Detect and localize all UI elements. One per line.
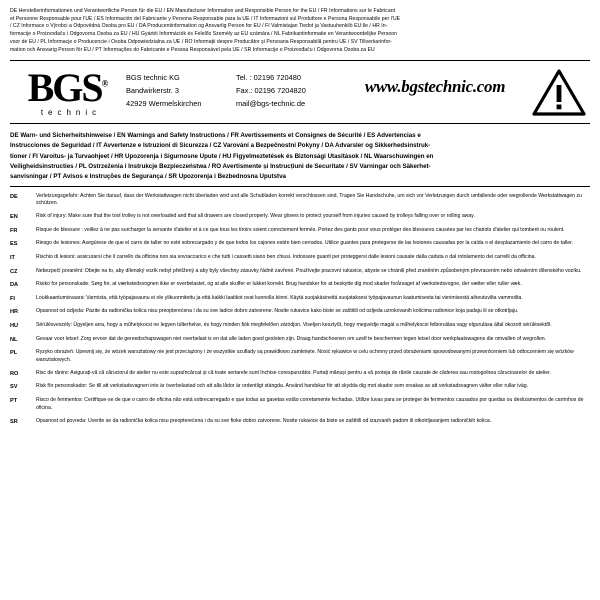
language-code: NL xyxy=(10,336,18,343)
bgs-logo-subtitle: technic xyxy=(40,108,102,118)
instruction-row xyxy=(10,397,590,412)
instruction-text: Nebezpečí poranění: Dbejte na to, aby dílenský vozík nebyl přetížený a aby byly všechny zásuvky řádně zavřené. Používejte pracovní rukavice, abyste se chránili před zraněním způsobeným převracením nebo odvalením dílenského vozíku. xyxy=(36,267,582,274)
instruction-row xyxy=(10,308,590,316)
header-line: formacije o Proizvođaču i Odgovorna Osoba za EU / HU Gyártói Információk és Felelős Személy az EU számára / NL Fabrikantinformatie en Verantwoordelijke Persoon xyxy=(10,31,398,38)
company-address xyxy=(126,67,236,110)
language-code: DE xyxy=(10,193,18,200)
warning-triangle-container xyxy=(528,67,590,116)
registered-trademark-icon: ® xyxy=(101,79,109,90)
instruction-text: Opasnost od ozljeda: Pazite da radionička kolica nisu preopterećena i da su sve ladice dobro zatvorene. Nosite rukavice kako biste se zaštitili od ozljeda uzrokovanih kolicima radionice koja padaju ili se otkotrljaju. xyxy=(36,308,519,315)
instruction-row xyxy=(10,213,590,221)
instruction-text: Risk of injury: Make sure that the tool trolley is not overloaded and that all drawers are closed properly. Wear gloves to protect yourself from injuries caused by trolleys falling over or rolling away. xyxy=(36,213,475,220)
header-line: DE Herstellerinformationen und Verantwortliche Person für die EU / EN Manufacturer Information and Responsible Person for the EU / FR Informations sur le Fabricant xyxy=(10,8,396,14)
language-code: HR xyxy=(10,309,19,316)
instruction-text: Risque de blessure : veillez à ne pas surcharger la servante d'atelier et à ce que tous les tiroirs soient correctement fermés. Portez des gants pour vous protéger des blessures causées par les chariots d'atelier qui tombent ou roulent. xyxy=(36,226,565,233)
instruction-text: Riesgo de lesiones: Asegúrese de que el carro de taller no esté sobrecargado y de que todos los cajones estén bien cerrados. Utilice guantes para protegerse de las lesiones causadas por la caída o el desplazamiento del carro de taller. xyxy=(36,240,573,247)
title-line: tioner / FI Varoitus- ja Turvaohjeet / HR Upozorenja i Sigurnosne Upute / HU Figyelmeztetések és Biztonsági Utasítások / NL Waarschuwingen en xyxy=(10,152,434,160)
instruction-text: Risc de rănire: Asigurați-vă că căruciorul de atelier nu este supraîncărcat și că toate sertarele sunt închise corespunzător. Purtați mănuși pentru a vă proteja de rănile cauzate de căderea sau rostogolirea cărucioarelor de atelier. xyxy=(36,369,551,376)
language-code: EN xyxy=(10,214,18,221)
header-line: et Personne Responsable pour l'UE / ES Información del Fabricante y Persona Responsable para la UE / IT Informazioni sul Produttore e Persona Responsabile per l'UE xyxy=(10,15,401,22)
instruction-row xyxy=(10,281,590,289)
language-code: SV xyxy=(10,384,18,391)
language-code: SR xyxy=(10,418,18,425)
company-website-container xyxy=(342,67,528,97)
language-code: HU xyxy=(10,322,19,329)
header-line: voor de EU / PL Informacje o Producencie i Osoba Odpowiedzialna za UE / RO Informații despre Producător și Persoana Responsabilă pentru UE / SV Tillverkarinfor- xyxy=(10,38,392,45)
instruction-row xyxy=(10,240,590,248)
instruction-text: Loukkaantumisvaara: Varmista, että työpajavaunu ei ole ylikuormitettu ja että kaikki laatikot ovat kunnolla kiinni. Käytä suojakäsineitä suojataksesi työpajavaunun kaatumisesta tai vierimisestä aiheutuvilta vammoilta. xyxy=(36,294,523,301)
instruction-text: Sérülésveszély: Ügyeljen arra, hogy a műhelykocsi ne legyen túlterhelve, és hogy minden fiók megfelelően záródjon. Viseljen kesztyűt, hogy megvédje magát a műhelykocsi felborulása vagy elgurulása által okozott sérülésektől. xyxy=(36,321,552,328)
safety-instructions-title xyxy=(10,129,590,186)
language-code: ES xyxy=(10,241,18,248)
instruction-row xyxy=(10,227,590,235)
instruction-row xyxy=(10,349,590,364)
bgs-logo xyxy=(10,67,126,117)
instruction-row xyxy=(10,254,590,262)
instruction-row xyxy=(10,322,590,330)
instruction-text: Risiko for personskade: Sørg for, at værkstedsvognen ikke er overbelastet, og at alle skuffer er lukket korrekt. Brug handsker for at beskytte dig mod skader forårsaget af værkstedsvogne, der vælter eller ruller væk. xyxy=(36,281,522,288)
manufacturer-info-header xyxy=(10,8,590,54)
company-telephone: Tel. : 02196 720480 xyxy=(236,73,301,83)
company-info-row xyxy=(10,60,590,124)
title-line: Instrucciones de Seguridad / IT Avvertenze e Istruzioni di Sicurezza / CZ Varování a Bezpečnostní Pokyny / DA Advarsler og Sikkerhedsinstruk- xyxy=(10,142,431,150)
header-line: mation och Ansvarig Person för EU / PT Informações do Fabricante e Pessoa Responsável pela UE / SR Informacije o Proizvođaču i Odgovorna Osoba za EU xyxy=(10,46,375,53)
instruction-text: Gevaar voor letsel: Zorg ervoor dat de gereedschapswagen niet overbelast is en dat alle laden goed gesloten zijn. Draag handschoenen om uzelf te beschermen tegen letsel door werkplaatswagens die omvallen of wegrollen. xyxy=(36,335,547,342)
language-code: IT xyxy=(10,255,15,262)
instruction-row xyxy=(10,383,590,391)
instruction-text: Ryzyko obrażeń: Upewnij się, że wózek warsztatowy nie jest przeciążony i że wszystkie szuflady są prawidłowo zamknięte. Nosić rękawice w celu ochrony przed obrażeniami spowodowanymi przewróceniem lub odtoczeniem się wózków warsztatowych. xyxy=(36,349,574,363)
instruction-row xyxy=(10,370,590,378)
language-code: DA xyxy=(10,282,19,289)
instruction-row xyxy=(10,268,590,276)
company-street: Bandwirkerstr. 3 xyxy=(126,86,179,96)
language-code: PT xyxy=(10,397,18,404)
company-city: 42929 Wermelskirchen xyxy=(126,98,202,108)
instruction-text: Risk för personskador: Se till att verkstadsvagnen inte är överbelastad och att alla lådor är ordentligt stängda. Använd handskar för att skydda dig mot skador som orsakas av att verkstadsvagnen välter eller rullar iväg. xyxy=(36,383,529,390)
title-line: sanvisningar / PT Avisos e Instruções de Segurança / SR Upozorenja i Bezbednosna Uputstva xyxy=(10,172,286,180)
language-code: CZ xyxy=(10,268,18,275)
company-website: www.bgstechnic.com xyxy=(364,77,506,97)
bgs-logo-wordmark xyxy=(27,65,109,111)
bgs-logo-text: BGS xyxy=(27,65,102,111)
company-email: mail@bgs-technic.de xyxy=(236,98,306,108)
instruction-text: Opasnost od povreda: Uverite se da radionička kolica nisu preopterećena i da su sve fioke dobro zatvorene. Nosite rukavice da biste se zaštitili od izazvanih padom ili otkotrljavanjem radioničkih kolica. xyxy=(36,417,492,424)
company-name: BGS technic KG xyxy=(126,73,180,83)
company-fax: Fax.: 02196 7204820 xyxy=(236,86,306,96)
language-code: FI xyxy=(10,295,15,302)
instruction-text: Rischio di lesioni: assicurarsi che il carrello da officina non sia sovraccarico e che tutti i cassetti siano ben chiusi. Indossare guanti per proteggersi dalle lesioni causate dalla caduta o dal rotolamento dei carrelli da officina. xyxy=(36,254,536,261)
language-code: FR xyxy=(10,227,18,234)
company-contact xyxy=(236,67,342,110)
instruction-row xyxy=(10,193,590,208)
instruction-row xyxy=(10,418,590,426)
title-line: Veiligheidsinstructies / PL Ostrzeżenia i Instrukcje Bezpieczeństwa / RO Avertismente și Instrucțiuni de Securitate / SV Varningar och Säkerhet- xyxy=(10,162,431,170)
header-line: / CZ Informace o Výrobci a Odpovědná Osoba pro EU / DA Producentinformation og Ansvarlig Person for EU / FI Valmistajan Tiedot ja Vastuuhenkilö EU:lle / HR In- xyxy=(10,23,388,30)
instruction-row xyxy=(10,336,590,344)
instructions-list xyxy=(10,193,590,426)
instruction-row xyxy=(10,295,590,303)
warning-triangle-icon xyxy=(532,69,586,116)
instruction-text: Verletzungsgefahr: Achten Sie darauf, dass der Werkstattwagen nicht überladen wird und alle Schubladen korrekt verschlossen sind. Tragen Sie Handschuhe, um sich vor Verletzungen durch umfallende oder wegrollende Werkstattwagen zu schützen. xyxy=(36,192,582,207)
title-line: DE Warn- und Sicherheitshinweise / EN Warnings and Safety Instructions / FR Avertissements et Consignes de Sécurité / ES Advertencias e xyxy=(10,132,421,140)
language-code: RO xyxy=(10,370,19,377)
instruction-text: Risco de ferimentos: Certifique-se de que o carro de oficina não está sobrecarregado e que todas as gavetas estão corretamente fechadas. Utilize luvas para se proteger de ferimentos causados por quedas ou deslizamentos de carrinhos de oficina. xyxy=(36,396,584,411)
language-code: PL xyxy=(10,350,18,357)
